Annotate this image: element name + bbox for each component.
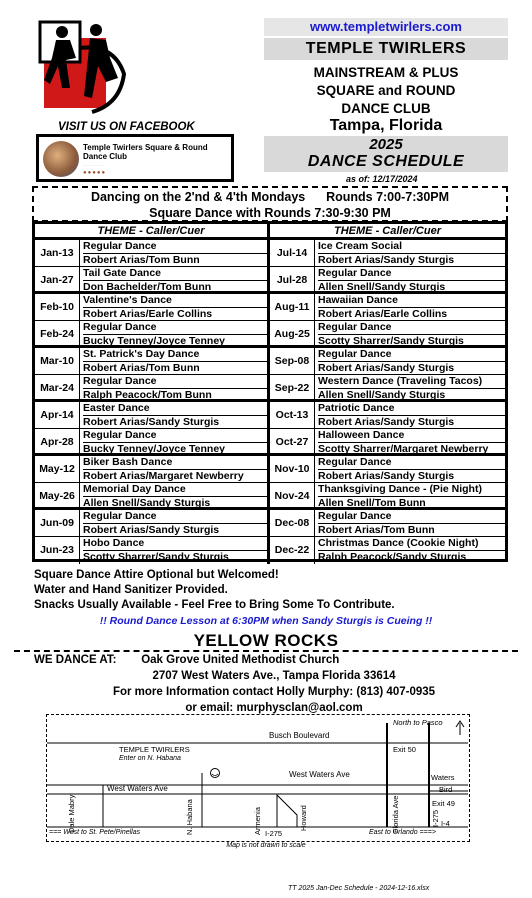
schedule-theme: Christmas Dance (Cookie Night) [318, 537, 479, 549]
map-i275-vertical: I-275 [431, 809, 440, 827]
we-dance-label: WE DANCE AT: [34, 654, 117, 666]
schedule-theme: Regular Dance [83, 429, 157, 441]
schedule-info [83, 375, 265, 401]
schedule-info [83, 510, 265, 536]
schedule-info [83, 321, 265, 347]
map-waters-label: Waters [431, 773, 455, 782]
schedule-row [270, 375, 505, 402]
schedule-theme: Halloween Dance [318, 429, 405, 441]
schedule-caller: Scotty Sharrer/Sandy Sturgis [83, 550, 267, 564]
schedule-theme: Patriotic Dance [318, 402, 395, 414]
map-west-waters-top: West Waters Ave [289, 770, 350, 779]
facebook-friends-icon: ●●●●● [83, 170, 107, 176]
facebook-label: VISIT US ON FACEBOOK [58, 121, 195, 133]
note-line: Snacks Usually Available - Feel Free to Bring Some To Contribute. [34, 599, 395, 611]
club-logo [36, 18, 130, 116]
schedule-date: May-12 [35, 456, 80, 482]
subtitle-line: SQUARE and ROUND [316, 83, 456, 98]
schedule-date: May-26 [35, 483, 80, 507]
schedule-info [318, 483, 503, 509]
schedule-info [318, 348, 503, 374]
notes [34, 568, 395, 613]
map-exit49-label: Exit 49 [432, 799, 455, 808]
schedule-row [35, 510, 267, 537]
schedule-row [35, 402, 267, 429]
venue-line [34, 652, 514, 668]
schedule-row [270, 483, 505, 510]
subtitle-line: MAINSTREAM & PLUS [313, 65, 459, 80]
schedule-column-left [35, 224, 270, 564]
schedule-info [318, 294, 503, 320]
schedule-row [35, 456, 267, 483]
schedule-caller: Robert Arias/Sandy Sturgis [83, 523, 267, 537]
as-of-date: as of: 12/17/2024 [346, 174, 418, 184]
schedule-info [83, 267, 265, 293]
schedule-row [35, 375, 267, 402]
schedule-row [270, 321, 505, 348]
map-west-waters-left: West Waters Ave [107, 784, 168, 793]
schedule-date: Sep-22 [270, 375, 315, 399]
schedule-caller: Robert Arias/Sandy Sturgis [83, 415, 267, 429]
yellow-rocks: YELLOW ROCKS [193, 631, 339, 650]
schedule-info [318, 321, 503, 347]
schedule-caller: Allen Snell/Sandy Sturgis [318, 388, 505, 402]
schedule-info [83, 537, 265, 563]
schedule-info [318, 537, 503, 563]
schedule-info [318, 510, 503, 536]
schedule-row [270, 429, 505, 456]
subtitle-line: DANCE CLUB [341, 101, 431, 116]
schedule-title: DANCE SCHEDULE [307, 153, 465, 170]
schedule-caller: Robert Arias/Earle Collins [318, 307, 505, 321]
location-map [46, 714, 470, 842]
schedule-info [83, 483, 265, 509]
schedule-row [35, 429, 267, 456]
schedule-date: Jul-28 [270, 267, 315, 291]
schedule-theme: Memorial Day Dance [83, 483, 186, 495]
schedule-caller: Scotty Sharrer/Sandy Sturgis [318, 334, 505, 348]
map-busch-label: Busch Boulevard [269, 731, 330, 740]
dancing-banner [32, 186, 508, 222]
banner-line-2: Square Dance with Rounds 7:30-9:30 PM [149, 206, 391, 220]
schedule-date: Oct-13 [270, 402, 315, 428]
map-west-to-label: === West to St. Pete/Pinellas [49, 829, 141, 836]
schedule-caller: Robert Arias/Margaret Newberry [83, 469, 267, 483]
schedule-caller: Robert Arias/Sandy Sturgis [318, 253, 505, 267]
schedule-date: Sep-08 [270, 348, 315, 374]
schedule-row [270, 294, 505, 321]
schedule-date: Feb-24 [35, 321, 80, 345]
schedule-theme: Regular Dance [83, 375, 157, 387]
contact-info: For more Information contact Holly Murphy: (813) 407-0935 [112, 686, 436, 698]
schedule-theme: Regular Dance [318, 510, 392, 522]
schedule-info [318, 267, 503, 293]
map-dale-mabry: Dale Mabry [67, 794, 76, 833]
footer-filename: TT 2025 Jan-Dec Schedule - 2024-12-16.xlsx [288, 885, 430, 892]
schedule-theme: Regular Dance [318, 348, 392, 360]
schedule-date: Dec-22 [270, 537, 315, 564]
contact-email[interactable]: or email: murphysclan@aol.com [185, 702, 363, 714]
facebook-meta: · · · · · · · · [83, 163, 104, 168]
schedule-info [83, 294, 265, 320]
schedule-theme: Ice Cream Social [318, 240, 403, 252]
map-i275-bottom: I-275 [265, 829, 283, 838]
schedule-theme: Regular Dance [83, 321, 157, 333]
schedule-theme: Regular Dance [318, 267, 392, 279]
schedule-caller: Bucky Tenney/Joyce Tenney [83, 334, 267, 348]
schedule-row [35, 483, 267, 510]
schedule-info [318, 375, 503, 401]
schedule-info [318, 402, 503, 428]
schedule-date: Mar-10 [35, 348, 80, 374]
schedule-caller: Robert Arias/Tom Bunn [318, 523, 505, 537]
schedule-theme: Valentine's Dance [83, 294, 172, 306]
schedule-table [32, 221, 508, 562]
schedule-date: Nov-10 [270, 456, 315, 482]
schedule-caller: Don Bachelder/Tom Bunn [83, 280, 267, 294]
facebook-card[interactable] [36, 134, 234, 182]
schedule-theme: St. Patrick's Day Dance [83, 348, 200, 360]
schedule-caller: Scotty Sharrer/Margaret Newberry [318, 442, 505, 456]
schedule-date: Mar-24 [35, 375, 80, 399]
map-north-label: North to Pasco [393, 718, 443, 727]
map-east-to-label: East to Orlando ===> [369, 829, 436, 836]
schedule-row [270, 456, 505, 483]
schedule-theme: Regular Dance [318, 321, 392, 333]
map-scale-note: Map is not drawn to scale [226, 842, 306, 849]
schedule-date: Jun-09 [35, 510, 80, 536]
schedule-date: Aug-25 [270, 321, 315, 345]
schedule-caller: Robert Arias/Sandy Sturgis [318, 415, 505, 429]
schedule-theme: Western Dance (Traveling Tacos) [318, 375, 483, 387]
schedule-date: Jul-14 [270, 240, 315, 266]
schedule-date: Jan-13 [35, 240, 80, 266]
city: Tampa, Florida [329, 117, 443, 134]
schedule-theme: Hawaiian Dance [318, 294, 398, 306]
schedule-info [318, 456, 503, 482]
schedule-info [83, 240, 265, 266]
schedule-caller: Bucky Tenney/Joyce Tenney [83, 442, 267, 456]
lesson-note: !! Round Dance Lesson at 6:30PM when Sandy Sturgis is Cueing !! [99, 615, 433, 627]
map-bird-label: Bird [439, 785, 453, 794]
schedule-row [35, 348, 267, 375]
schedule-caller: Robert Arias/Tom Bunn [83, 253, 267, 267]
schedule-theme: Regular Dance [83, 240, 157, 252]
facebook-page-title: Temple Twirlers Square & Round Dance Club [83, 143, 208, 161]
facebook-avatar [43, 141, 79, 177]
schedule-theme: Thanksgiving Dance - (Pie Night) [318, 483, 482, 495]
schedule-caller: Ralph Peacock/Tom Bunn [83, 388, 267, 402]
schedule-info [83, 348, 265, 374]
schedule-row [35, 537, 267, 564]
map-exit50-label: Exit 50 [393, 745, 416, 754]
schedule-date: Nov-24 [270, 483, 315, 507]
schedule-theme: Regular Dance [318, 456, 392, 468]
schedule-date: Aug-11 [270, 294, 315, 320]
schedule-caller: Allen Snell/Sandy Sturgis [318, 280, 505, 294]
map-enter-label: Enter on N. Habana [119, 755, 181, 762]
schedule-row [270, 348, 505, 375]
note-line: Square Dance Attire Optional but Welcomed! [34, 569, 279, 581]
schedule-date: Apr-14 [35, 402, 80, 428]
schedule-rows-left [35, 240, 270, 564]
schedule-row [35, 240, 267, 267]
schedule-caller: Robert Arias/Earle Collins [83, 307, 267, 321]
schedule-theme: Regular Dance [83, 510, 157, 522]
schedule-date: Apr-28 [35, 429, 80, 453]
banner-line-1: Dancing on the 2'nd & 4'th Mondays Rounds 7:00-7:30PM [90, 190, 450, 204]
schedule-date: Jun-23 [35, 537, 80, 564]
map-habana: N. Habana [185, 799, 194, 835]
map-florida-ave: Florida Ave [391, 795, 400, 833]
schedule-row [270, 510, 505, 537]
club-subtitle [280, 64, 492, 118]
schedule-row [35, 321, 267, 348]
schedule-theme: Hobo Dance [83, 537, 145, 549]
map-howard: Howard [299, 805, 308, 831]
schedule-theme: Biker Bash Dance [83, 456, 173, 468]
schedule-title-box [264, 136, 508, 172]
schedule-info [318, 240, 503, 266]
schedule-row [35, 294, 267, 321]
schedule-date: Dec-08 [270, 510, 315, 536]
schedule-column-right [270, 224, 505, 564]
schedule-date: Oct-27 [270, 429, 315, 453]
schedule-info [318, 429, 503, 455]
schedule-theme: Easter Dance [83, 402, 150, 414]
venue-address: 2707 West Waters Ave., Tampa Florida 33614 [152, 670, 396, 682]
schedule-rows-right [270, 240, 505, 564]
schedule-info [83, 429, 265, 455]
map-club-label: TEMPLE TWIRLERS [119, 745, 190, 754]
schedule-caller: Robert Arias/Sandy Sturgis [318, 361, 505, 375]
schedule-year: 2025 [369, 136, 403, 153]
schedule-theme: Tail Gate Dance [83, 267, 162, 279]
schedule-date: Feb-10 [35, 294, 80, 320]
map-i4-label: I-4 [441, 819, 450, 828]
column-header: THEME - Caller/Cuer [35, 224, 270, 240]
schedule-caller: Ralph Peacock/Sandy Sturgis [318, 550, 505, 564]
schedule-info [83, 402, 265, 428]
website-link[interactable]: www.templetwirlers.com [264, 18, 508, 36]
map-armenia: Armenia [253, 807, 262, 835]
club-name: TEMPLE TWIRLERS [264, 38, 508, 60]
note-line: Water and Hand Sanitizer Provided. [34, 584, 228, 596]
column-header: THEME - Caller/Cuer [270, 224, 505, 240]
schedule-caller: Allen Snell/Sandy Sturgis [83, 496, 267, 510]
schedule-row [270, 240, 505, 267]
schedule-info [83, 456, 265, 482]
location-block [34, 652, 514, 716]
schedule-caller: Robert Arias/Sandy Sturgis [318, 469, 505, 483]
venue-name: Oak Grove United Methodist Church [141, 654, 340, 666]
schedule-row [35, 267, 267, 294]
schedule-row [270, 537, 505, 564]
schedule-caller: Allen Snell/Tom Bunn [318, 496, 505, 510]
schedule-caller: Robert Arias/Tom Bunn [83, 361, 267, 375]
schedule-date: Jan-27 [35, 267, 80, 291]
schedule-row [270, 267, 505, 294]
schedule-row [270, 402, 505, 429]
